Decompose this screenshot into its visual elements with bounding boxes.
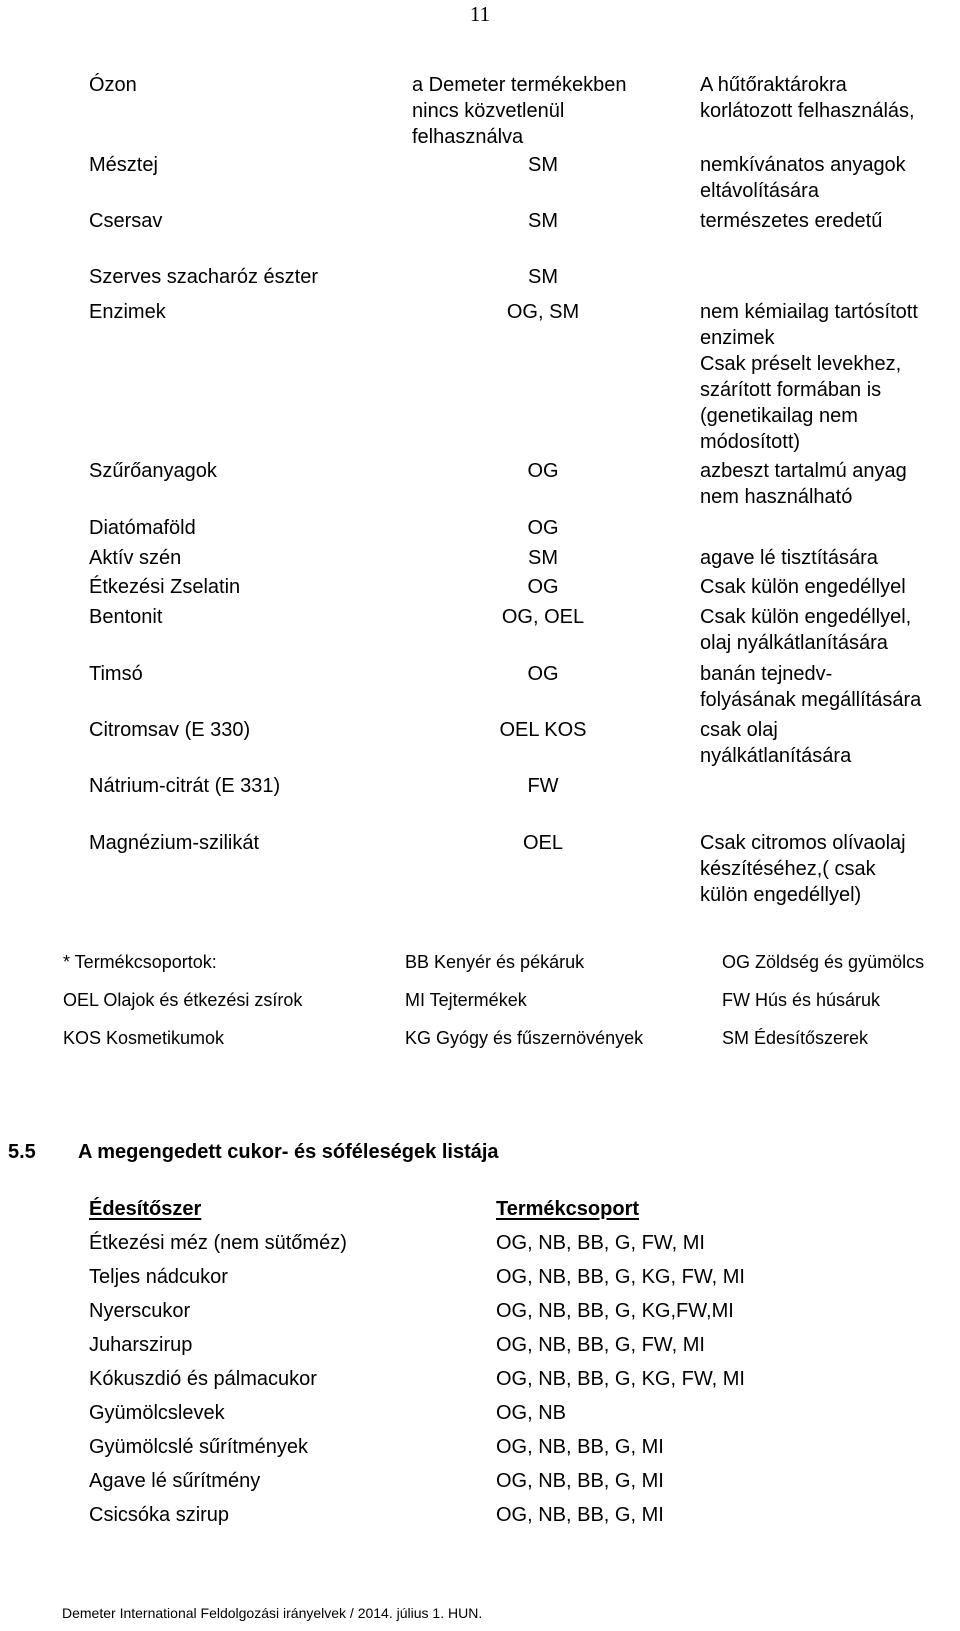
- sweetener-groups: OG, NB, BB, G, KG,FW,MI: [496, 1300, 734, 1322]
- row-note: csak olaj: [700, 719, 778, 741]
- row-group: FW: [527, 775, 559, 797]
- row-note: Csak külön engedéllyel: [700, 576, 906, 598]
- page-footer: Demeter International Feldolgozási irányelvek / 2014. július 1. HUN.: [62, 1605, 483, 1621]
- row-note: természetes eredetű: [700, 210, 883, 232]
- row-group: SM: [528, 154, 558, 176]
- section-number: 5.5: [8, 1141, 36, 1163]
- row-note: folyásának megállítására: [700, 689, 922, 711]
- row-note: olaj nyálkátlanítására: [700, 632, 888, 654]
- sweetener-name: Kókuszdió és pálmacukor: [89, 1368, 317, 1390]
- row-group: SM: [528, 547, 558, 569]
- sweetener-groups: OG, NB, BB, G, FW, MI: [496, 1232, 705, 1254]
- row-name: Nátrium-citrát (E 331): [89, 775, 281, 797]
- row-note: Csak külön engedéllyel,: [700, 606, 912, 628]
- legend-item: FW Hús és húsáruk: [722, 990, 881, 1010]
- legend-item: SM Édesítőszerek: [722, 1028, 869, 1048]
- row-note: A hűtőraktárokra: [700, 74, 847, 96]
- legend-item: KG Gyógy és fűszernövények: [405, 1028, 644, 1048]
- legend-item: OEL Olajok és étkezési zsírok: [63, 990, 303, 1010]
- row-name: Bentonit: [89, 606, 163, 628]
- row-note: nemkívánatos anyagok: [700, 154, 906, 176]
- sweetener-name: Nyerscukor: [89, 1300, 191, 1322]
- sweetener-groups: OG, NB, BB, G, MI: [496, 1470, 664, 1492]
- row-note: nem használható: [700, 486, 853, 508]
- row-group: felhasználva: [412, 126, 524, 148]
- row-group: nincs közvetlenül: [412, 100, 565, 122]
- row-note: külön engedéllyel): [700, 884, 862, 906]
- sweetener-groups: OG, NB, BB, G, KG, FW, MI: [496, 1266, 745, 1288]
- legend-item: MI Tejtermékek: [405, 990, 527, 1010]
- legend-item: * Termékcsoportok:: [63, 952, 217, 972]
- sweetener-name: Teljes nádcukor: [89, 1266, 228, 1288]
- row-name: Magnézium-szilikát: [89, 832, 260, 854]
- row-group: OG: [527, 517, 559, 539]
- sweetener-groups: OG, NB, BB, G, KG, FW, MI: [496, 1368, 745, 1390]
- row-note: nem kémiailag tartósított: [700, 301, 918, 323]
- sweetener-groups: OG, NB, BB, G, MI: [496, 1504, 664, 1526]
- sweetener-name: Csicsóka szirup: [89, 1504, 230, 1526]
- row-group: OEL KOS: [499, 719, 587, 741]
- row-name: Timsó: [89, 663, 143, 685]
- sweetener-name: Agave lé sűrítmény: [89, 1470, 261, 1492]
- column-header-product-group: Termékcsoport: [496, 1198, 640, 1220]
- sweetener-name: Gyümölcslé sűrítmények: [89, 1436, 308, 1458]
- column-header-sweetener: Édesítőszer: [89, 1198, 202, 1220]
- row-name: Ózon: [89, 74, 137, 96]
- legend-item: BB Kenyér és pékáruk: [405, 952, 585, 972]
- row-note: Csak préselt levekhez,: [700, 353, 902, 375]
- sweetener-name: Étkezési méz (nem sütőméz): [89, 1232, 347, 1254]
- row-group: OG: [527, 576, 559, 598]
- row-group: SM: [528, 266, 558, 288]
- legend-item: KOS Kosmetikumok: [63, 1028, 225, 1048]
- sweetener-name: Juharszirup: [89, 1334, 193, 1356]
- row-name: Diatómaföld: [89, 517, 196, 539]
- row-note: (genetikailag nem: [700, 405, 858, 427]
- row-name: Mésztej: [89, 154, 158, 176]
- row-group: a Demeter termékekben: [412, 74, 627, 96]
- sweetener-name: Gyümölcslevek: [89, 1402, 225, 1424]
- sweetener-groups: OG, NB, BB, G, MI: [496, 1436, 664, 1458]
- row-note: szárított formában is: [700, 379, 882, 401]
- row-group: SM: [528, 210, 558, 232]
- row-note: enzimek: [700, 327, 775, 349]
- row-group: OG: [527, 460, 559, 482]
- row-note: korlátozott felhasználás,: [700, 100, 915, 122]
- row-name: Szerves szacharóz észter: [89, 266, 318, 288]
- section-title: A megengedett cukor- és sóféleségek listája: [78, 1141, 499, 1163]
- row-note: azbeszt tartalmú anyag: [700, 460, 907, 482]
- row-note: banán tejnedv-: [700, 663, 833, 685]
- row-name: Csersav: [89, 210, 163, 232]
- row-name: Citromsav (E 330): [89, 719, 251, 741]
- row-note: módosított): [700, 431, 801, 453]
- row-note: eltávolítására: [700, 180, 819, 202]
- row-name: Szűrőanyagok: [89, 460, 217, 482]
- row-note: Csak citromos olívaolaj: [700, 832, 906, 854]
- sweetener-groups: OG, NB, BB, G, FW, MI: [496, 1334, 705, 1356]
- row-group: OG, OEL: [501, 606, 585, 628]
- row-name: Aktív szén: [89, 547, 182, 569]
- legend-item: OG Zöldség és gyümölcs: [722, 952, 925, 972]
- row-group: OG: [527, 663, 559, 685]
- sweetener-groups: OG, NB: [496, 1402, 567, 1424]
- row-group: OEL: [522, 832, 564, 854]
- row-note: agave lé tisztítására: [700, 547, 878, 569]
- row-note: készítéséhez,( csak: [700, 858, 876, 880]
- row-note: nyálkátlanítására: [700, 745, 852, 767]
- row-name: Enzimek: [89, 301, 166, 323]
- page-number: 11: [469, 2, 491, 26]
- row-group: OG, SM: [506, 301, 580, 323]
- row-name: Étkezési Zselatin: [89, 576, 241, 598]
